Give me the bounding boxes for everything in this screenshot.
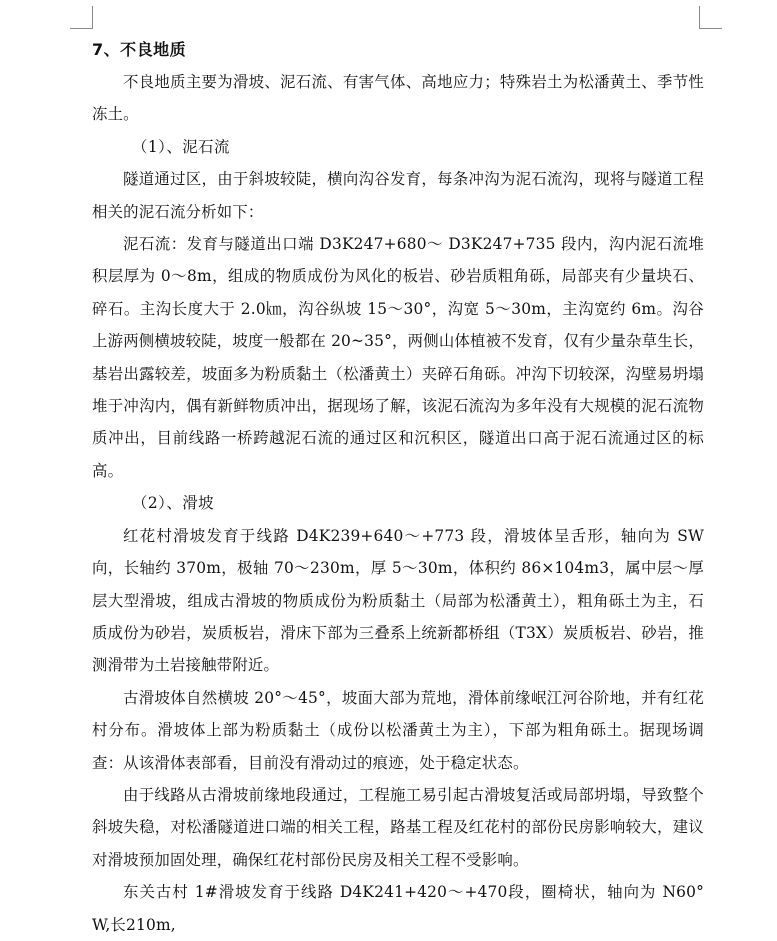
crop-mark-top-right <box>699 6 722 29</box>
document-body <box>92 38 704 941</box>
paragraph-debris-flow-2: 泥石流：发育与隧道出口端 D3K247+680～ D3K247+735 段内，沟内泥石流堆积层厚为 0～8m，组成的物质成份为风化的板岩、砂岩质粗角砾，局部夹有少量块石、碎石。主沟长度大于 2.0㎞，沟谷纵坡 15～30°，沟宽 5～30m，主沟宽约 6m。沟谷上游两侧横坡较陡，坡度一般都在 20~35°，两侧山体植被不发育，仅有少量杂草生长，基岩出露较差，坡面多为粉质黏土（松潘黄土）夹碎石角砾。冲沟下切较深，沟壁易坍塌堆于冲沟内，偶有新鲜物质冲出，据现场了解，该泥石流沟为多年没有大规模的泥石流物质冲出，目前线路一桥跨越泥石流的通过区和沉积区，隧道出口高于泥石流通过区的标高。 <box>92 235 704 480</box>
paragraph-landslide-4: 东关古村 1#滑坡发育于线路 D4K241+420～+470段，圈椅状，轴向为 N60° W,长210m, <box>92 883 704 934</box>
paragraph-intro: 不良地质主要为滑坡、泥石流、有害气体、高地应力；特殊岩土为松潘黄土、季节性冻土。 <box>92 73 704 124</box>
paragraph-debris-flow-1: 隧道通过区，由于斜坡较陡，横向沟谷发育，每条冲沟为泥石流沟，现将与隧道工程相关的泥石流分析如下： <box>92 170 704 221</box>
section-heading: 7、不良地质 <box>92 40 187 59</box>
paragraph-landslide-2: 古滑坡体自然横坡 20°～45°，坡面大部为荒地，滑体前缘岷江河谷阶地，并有红花村分布。滑坡体上部为粉质黏土（成份以松潘黄土为主），下部为粗角砾土。据现场调查：从该滑体表部看，目前没有滑动过的痕迹，处于稳定状态。 <box>92 688 704 772</box>
paragraph-landslide-3: 由于线路从古滑坡前缘地段通过，工程施工易引起古滑坡复活或局部坍塌，导致整个斜坡失稳，对松潘隧道进口端的相关工程，路基工程及红花村的部份民房影响较大，建议对滑坡预加固处理，确保红花村部份民房及相关工程不受影响。 <box>92 785 704 869</box>
subheading-landslide: （2）、滑坡 <box>132 494 215 513</box>
subheading-debris-flow: （1）、泥石流 <box>132 137 230 156</box>
paragraph-landslide-1: 红花村滑坡发育于线路 D4K239+640～+773 段，滑坡体呈舌形，轴向为 SW 向，长轴约 370m，极轴 70～230m，厚 5～30m，体积约 86×104m3，属中层～厚层大型滑坡，组成古滑坡的物质成份为粉质黏土（局部为松潘黄土），粗角砾土为主，石质成份为砂岩，炭质板岩，滑床下部为三叠系上统新都桥组（T3X）炭质板岩、砂岩，推测滑带为土岩接触带附近。 <box>92 526 704 675</box>
crop-mark-top-left <box>70 6 93 29</box>
